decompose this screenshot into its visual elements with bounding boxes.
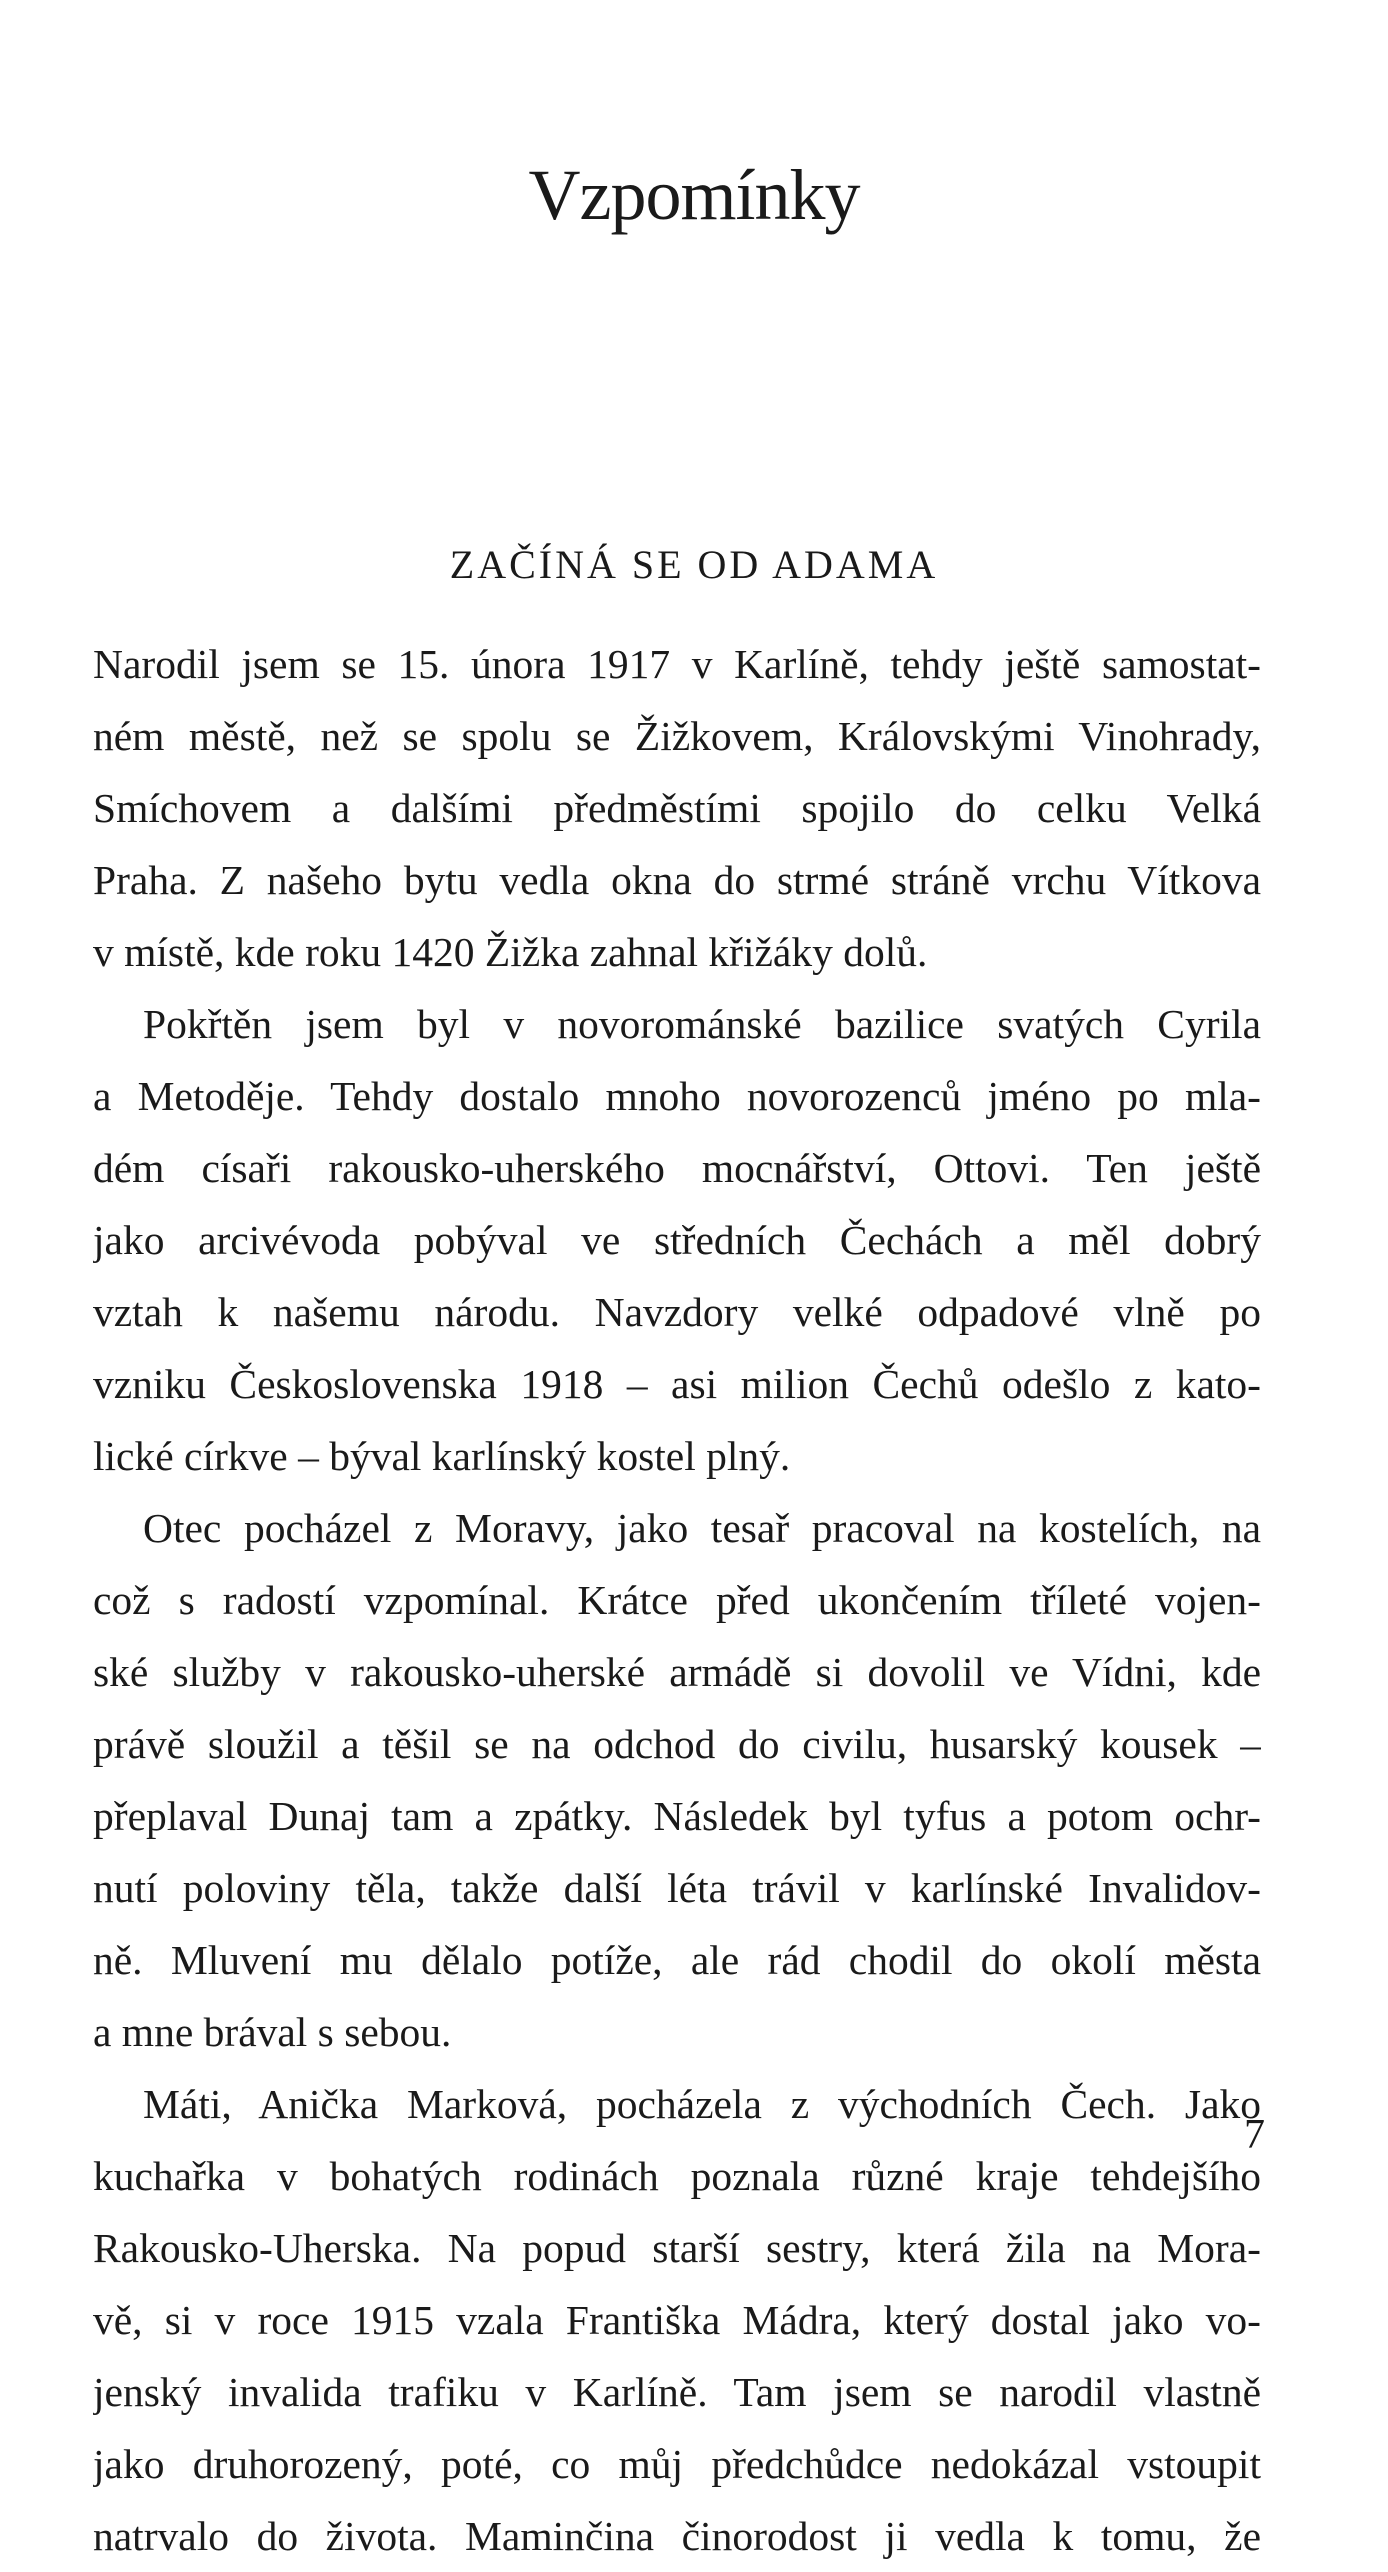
page-number: 7 (1244, 2112, 1265, 2158)
text-line: jenský invalida trafiku v Karlíně. Tam jsem se narodil vlastně (93, 2369, 1261, 2415)
chapter-heading: ZAČÍNÁ SE OD ADAMA (449, 542, 939, 587)
text-line: dém císaři rakousko-uherského mocnářství, Ottovi. Ten ještě (93, 1145, 1261, 1191)
text-line: Praha. Z našeho bytu vedla okna do strmé stráně vrchu Vítkova (93, 857, 1261, 903)
text-line: přeplaval Dunaj tam a zpátky. Následek byl tyfus a potom ochr- (93, 1793, 1261, 1839)
text-line: Máti, Anička Marková, pocházela z východních Čech. Jako (143, 2081, 1261, 2127)
text-line: v místě, kde roku 1420 Žižka zahnal křižáky dolů. (93, 929, 928, 975)
text-line: ské služby v rakousko-uherské armádě si dovolil ve Vídni, kde (93, 1649, 1261, 1695)
text-line: a mne brával s sebou. (93, 2009, 452, 2055)
text-line: nutí poloviny těla, takže další léta trávil v karlínské Invalidov- (93, 1865, 1261, 1911)
paragraph (93, 2068, 1261, 2572)
text-line: vzniku Československa 1918 – asi milion Čechů odešlo z kato- (93, 1361, 1261, 1407)
text-line: právě sloužil a těšil se na odchod do civilu, husarský kousek – (93, 1721, 1261, 1767)
text-line: vztah k našemu národu. Navzdory velké odpadové vlně po (93, 1289, 1261, 1335)
text-line: Narodil jsem se 15. února 1917 v Karlíně, tehdy ještě samostat- (93, 641, 1261, 687)
text-line: jako arcivévoda pobýval ve středních Čechách a měl dobrý (93, 1217, 1261, 1263)
text-line: kuchařka v bohatých rodinách poznala různé kraje tehdejšího (93, 2153, 1261, 2199)
text-line: Otec pocházel z Moravy, jako tesař pracoval na kostelích, na (143, 1505, 1261, 1551)
text-line: což s radostí vzpomínal. Krátce před ukončením tříleté vojen- (93, 1577, 1261, 1623)
paragraph (93, 988, 1261, 1492)
text-line: Pokřtěn jsem byl v novorománské bazilice svatých Cyrila (143, 1001, 1261, 1047)
text-line: lické církve – býval karlínský kostel plný. (93, 1433, 791, 1479)
paragraph (93, 1492, 1261, 2068)
text-line: natrvalo do života. Maminčina činorodost ji vedla k tomu, že (93, 2513, 1261, 2559)
text-line: ně. Mluvení mu dělalo potíže, ale rád chodil do okolí města (93, 1937, 1261, 1983)
text-line: Smíchovem a dalšími předměstími spojilo do celku Velká (93, 785, 1261, 831)
body-text (93, 628, 1261, 2572)
page-title: Vzpomínky (528, 155, 860, 235)
text-line: vě, si v roce 1915 vzala Františka Mádra, který dostal jako vo- (93, 2297, 1261, 2343)
text-line: jako druhorozený, poté, co můj předchůdce nedokázal vstoupit (93, 2441, 1261, 2487)
text-line: Rakousko-Uherska. Na popud starší sestry, která žila na Mora- (93, 2225, 1261, 2271)
text-line: a Metoděje. Tehdy dostalo mnoho novorozenců jméno po mla- (93, 1073, 1261, 1119)
paragraph (93, 628, 1261, 988)
text-line: ném městě, než se spolu se Žižkovem, Královskými Vinohrady, (93, 713, 1261, 759)
